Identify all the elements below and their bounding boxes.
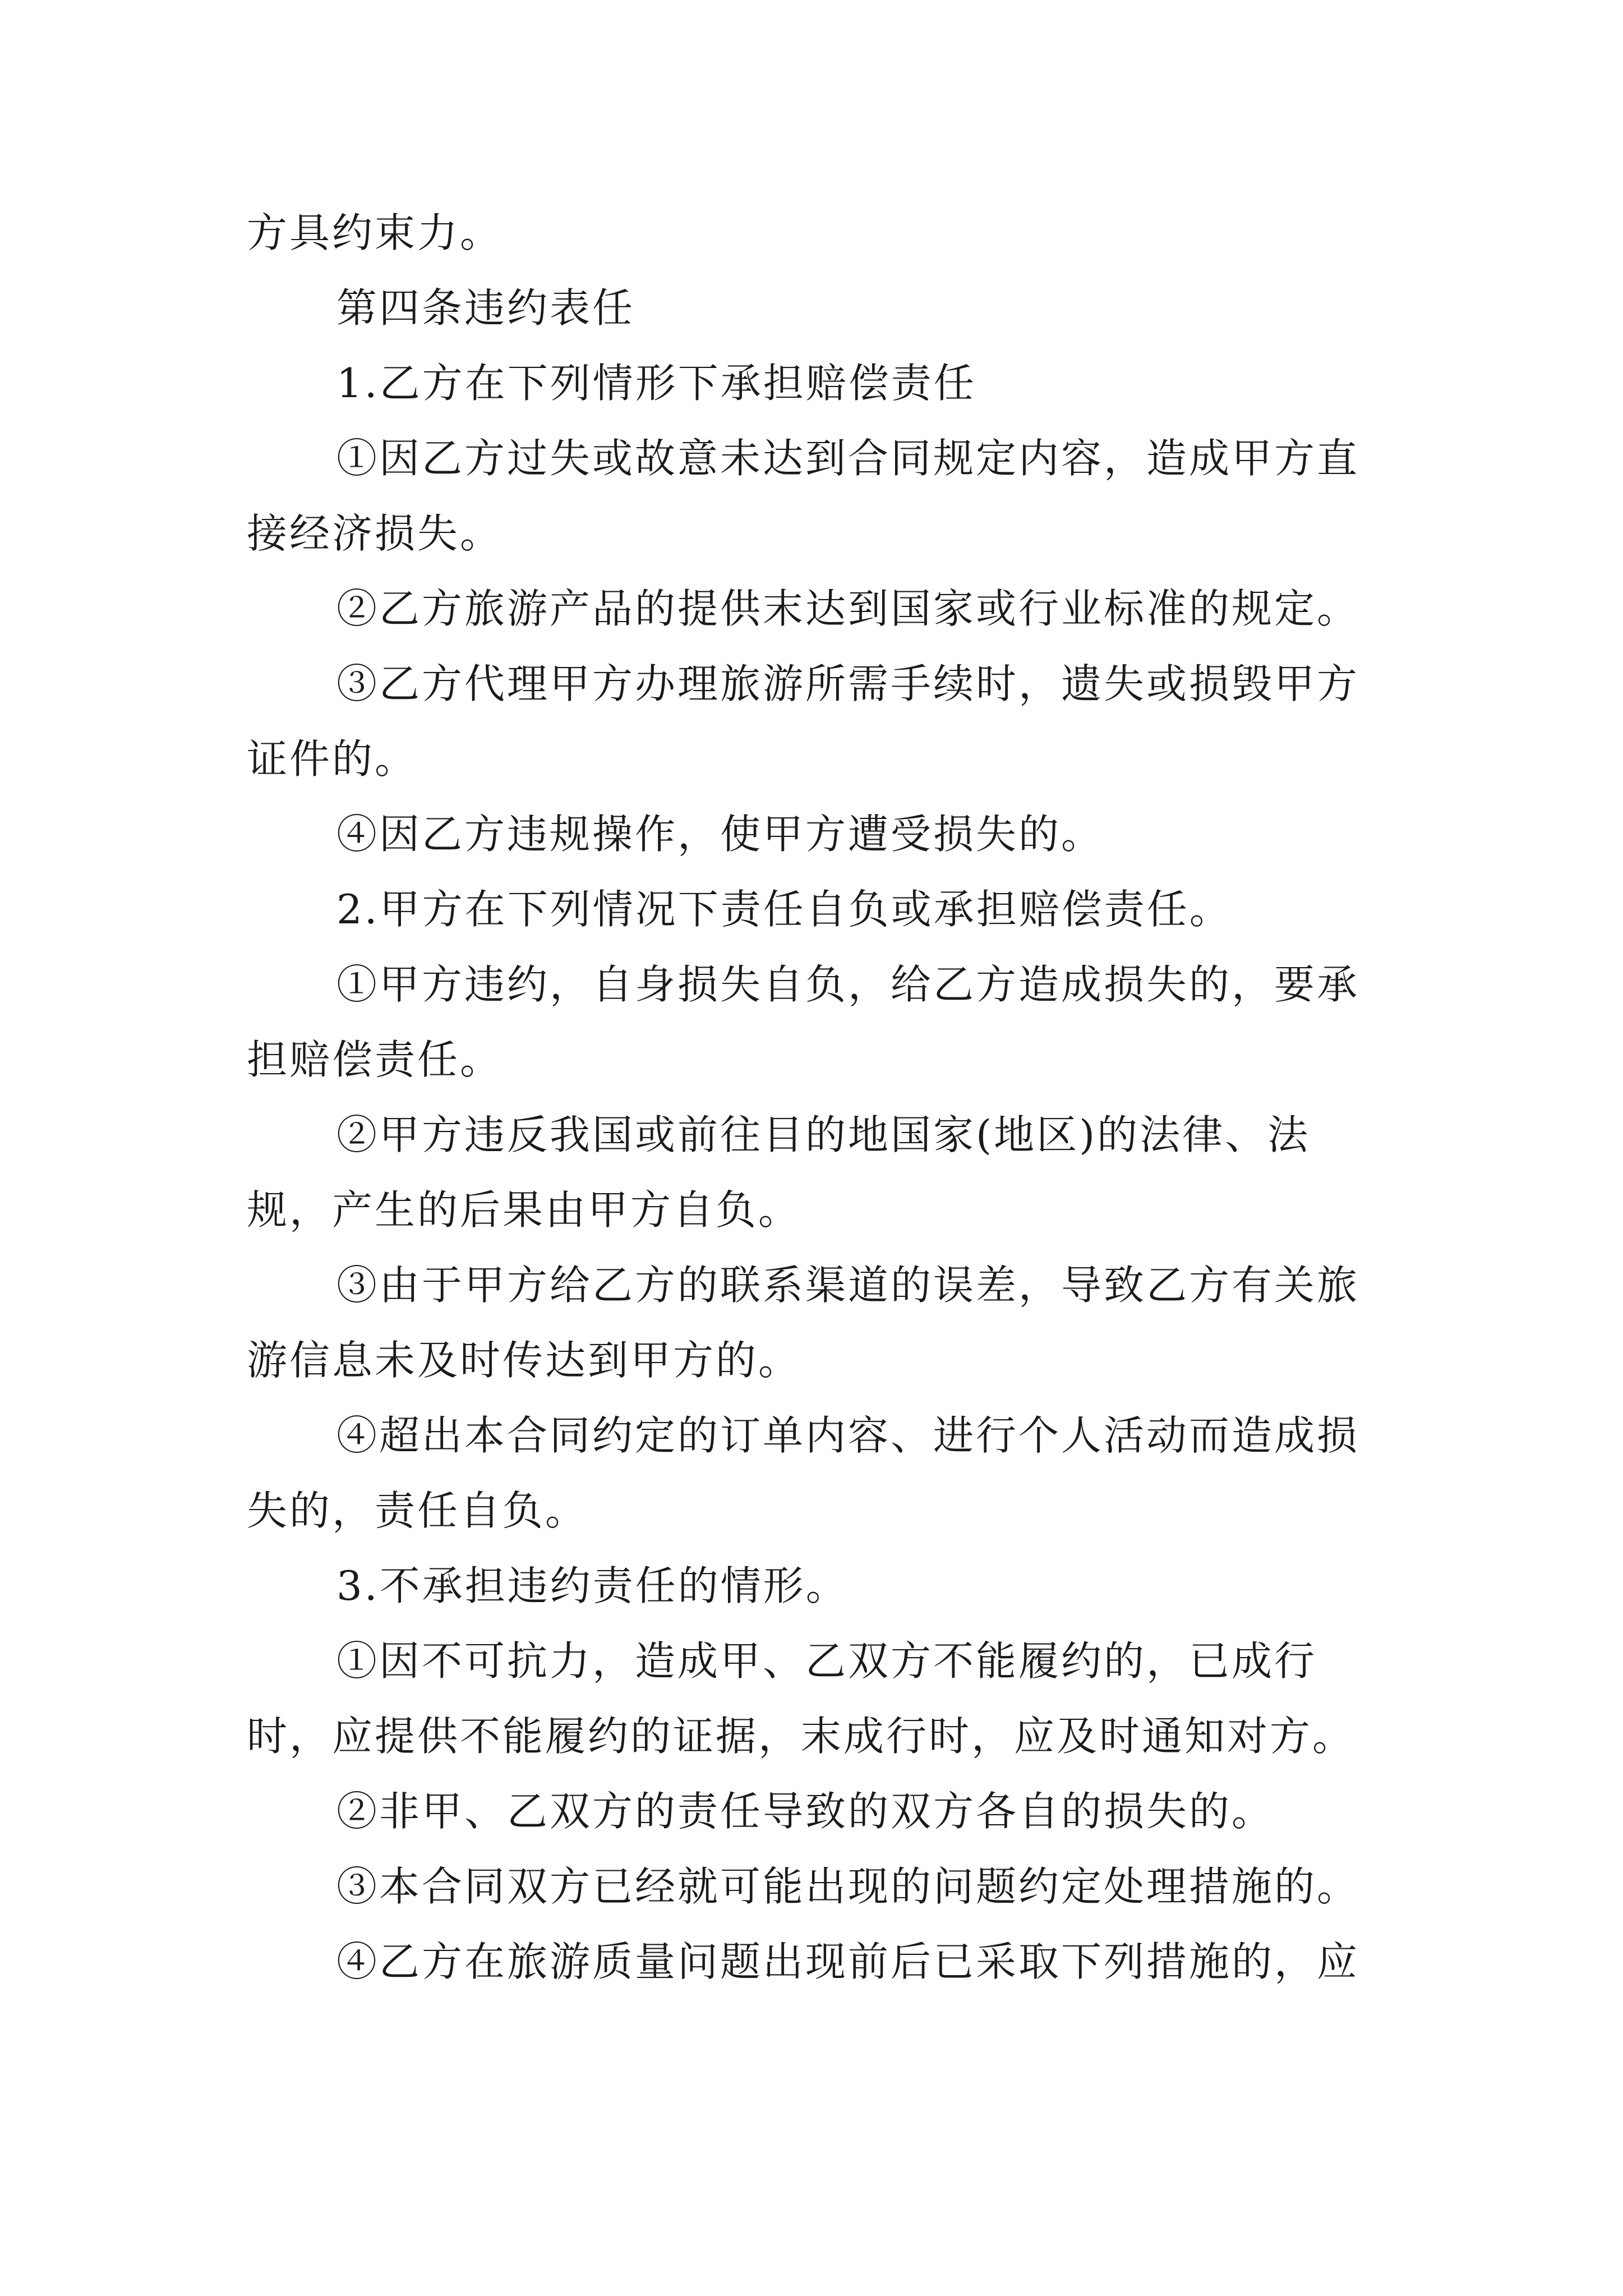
list-item: ②非甲、乙双方的责任导致的双方各自的损失的。 (336, 1788, 1275, 1835)
list-item: ①甲方违约，自身损失自负，给乙方造成损失的，要承担赔偿责任。 (247, 961, 1360, 1083)
paragraph: 方具约束力。 (247, 209, 503, 256)
list-item: ③本合同双方已经就可能出现的问题约定处理措施的。 (336, 1863, 1360, 1910)
document-body (247, 195, 1380, 1999)
list-item: ③由于甲方给乙方的联系渠道的误差，导致乙方有关旅游信息未及时传达到甲方的。 (247, 1262, 1360, 1384)
list-item: ②乙方旅游产品的提供末达到国家或行业标准的规定。 (336, 585, 1360, 632)
list-item: ④乙方在旅游质量问题出现前后已采取下列措施的，应 (336, 1938, 1360, 1985)
list-item: ①因乙方过失或故意未达到合同规定内容，造成甲方直接经济损失。 (247, 435, 1360, 557)
list-item: ③乙方代理甲方办理旅游所需手续时，遗失或损毁甲方证件的。 (247, 660, 1360, 783)
list-item: ④超出本合同约定的订单内容、进行个人活动而造成损失的，责任自负。 (247, 1412, 1360, 1534)
section-heading: 第四条违约表任 (336, 284, 635, 332)
list-item: ②甲方违反我国或前往目的地国家(地区)的法律、法规，产生的后果由甲方自负。 (247, 1111, 1311, 1234)
list-item: ①因不可抗力，造成甲、乙双方不能履约的，已成行时，应提供不能履约的证据，末成行时，应及时通知对方。 (247, 1637, 1355, 1760)
clause-heading: 1.乙方在下列情形下承担赔偿责任 (336, 360, 976, 407)
list-item: ④因乙方违规操作，使甲方遭受损失的。 (336, 811, 1104, 858)
clause-heading: 2.甲方在下列情况下责任自负或承担赔偿责任。 (336, 886, 1232, 933)
clause-heading: 3.不承担违约责任的情形。 (336, 1562, 849, 1609)
